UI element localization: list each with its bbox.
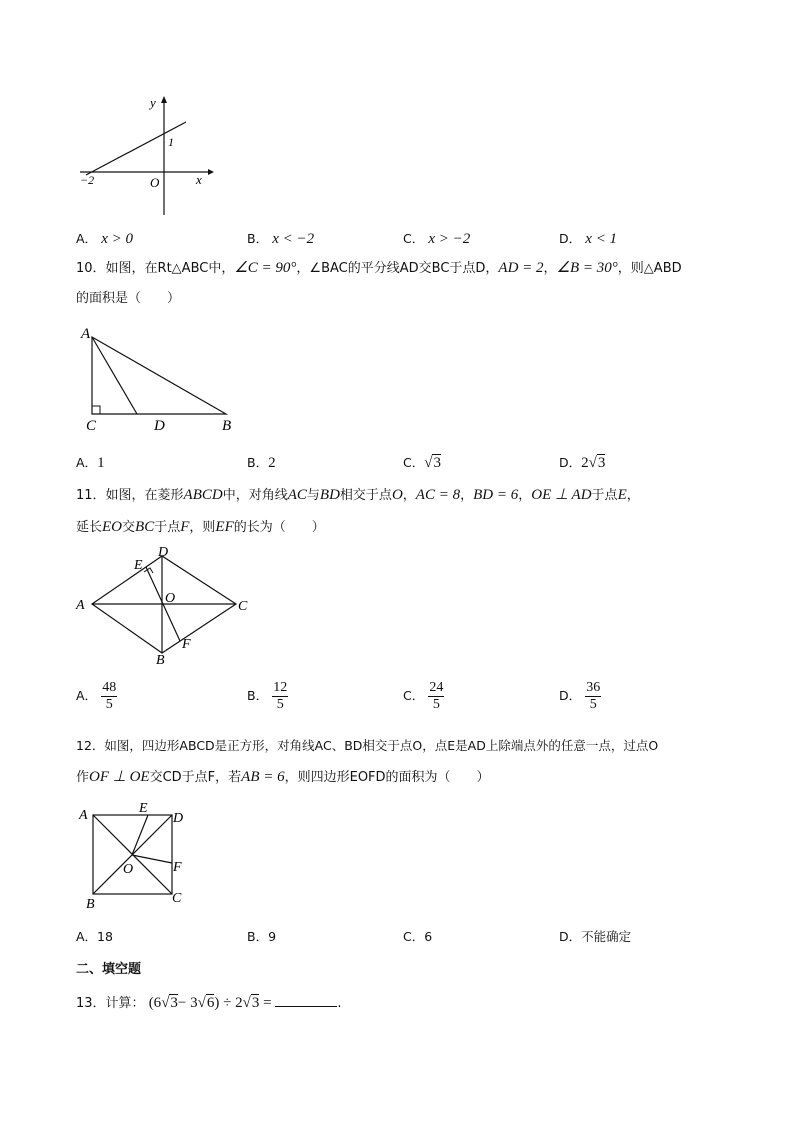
- x-axis-arrow-icon: [208, 169, 214, 175]
- q10-option-c[interactable]: C．√3: [403, 455, 441, 471]
- origin-label: O: [150, 175, 160, 190]
- q10-stem-line1: 10．如图，在Rt△ABC中，∠C = 90°，∠BAC的平分线AD交BC于点D，AD = 2，∠B = 30°，则△ABD: [76, 260, 682, 276]
- label-o: O: [123, 862, 134, 877]
- label-d: D: [173, 811, 184, 826]
- option-math: x < −2: [272, 231, 315, 247]
- option-math: x > 0: [101, 231, 133, 247]
- fraction: $\frac{12}{5}$: [273, 680, 288, 713]
- q11-stem-line1: 11．如图，在菱形ABCD中，对角线AC与BD相交于点O，AC = 8，BD = 6，OE ⊥ AD于点E，: [76, 487, 640, 503]
- label-a: A: [76, 598, 85, 613]
- q10-option-d[interactable]: D．2√3: [559, 455, 606, 471]
- fraction: $\frac{36}{5}$: [586, 680, 601, 713]
- label-b: B: [86, 897, 95, 912]
- q12-option-d[interactable]: D．不能确定: [559, 929, 632, 944]
- label-o: O: [165, 591, 176, 606]
- q9-option-a[interactable]: [76, 229, 133, 248]
- label-a: A: [81, 326, 91, 342]
- label-b: B: [222, 418, 232, 434]
- q12-stem-line1: 12．如图，四边形ABCD是正方形，对角线AC、BD相交于点O，点E是AD上除端点外的任意一点，过点O: [76, 738, 659, 753]
- option-math: x < 1: [585, 231, 618, 247]
- label-b: B: [156, 653, 165, 668]
- q11-option-b[interactable]: B． $\frac{12}{5}$: [247, 680, 288, 713]
- label-f: F: [173, 860, 182, 875]
- label-c: C: [172, 891, 182, 906]
- radicand: 3: [597, 455, 606, 471]
- q11-option-d[interactable]: D． $\frac{36}{5}$: [559, 680, 601, 713]
- section-heading: 二、填空题: [76, 962, 142, 977]
- label-c: C: [238, 599, 248, 614]
- label-d: D: [158, 545, 169, 560]
- q12-option-c[interactable]: C．6: [403, 929, 433, 944]
- option-math: x > −2: [428, 231, 471, 247]
- q10-option-b[interactable]: B．2: [247, 455, 276, 471]
- segment-of: [132, 855, 172, 863]
- fraction: $\frac{24}{5}$: [429, 680, 444, 713]
- answer-blank[interactable]: [275, 994, 337, 1007]
- label-e: E: [139, 801, 148, 816]
- label-f: F: [182, 637, 191, 652]
- y-axis-label: y: [150, 95, 156, 110]
- q9-graph-figure: [70, 92, 220, 222]
- q13-expression: (6√3− 3√6) ÷ 2√3 =: [148, 995, 276, 1011]
- y-intercept-label: 1: [168, 135, 174, 149]
- q9-option-b[interactable]: [247, 229, 314, 248]
- triangle-abc: [92, 337, 226, 414]
- x-intercept-label: −2: [80, 173, 95, 187]
- q10-option-a[interactable]: A．1: [76, 455, 105, 471]
- option-label: D．: [559, 231, 582, 246]
- q10-triangle-figure: [76, 322, 246, 437]
- q12-stem-line2: 作OF ⊥ OE交CD于点F，若AB = 6，则四边形EOFD的面积为（ ）: [76, 769, 490, 785]
- label-a: A: [79, 808, 88, 823]
- q13-stem: 13．计算： (6√3− 3√6) ÷ 2√3 = .: [76, 995, 342, 1011]
- q9-option-c[interactable]: [403, 229, 470, 248]
- option-label: B．: [247, 231, 269, 246]
- q10-stem-line2: 的面积是（ ）: [76, 291, 181, 306]
- option-label: C．: [403, 231, 425, 246]
- fraction: $\frac{48}{5}$: [102, 680, 117, 713]
- q11-rhombus-figure: [70, 542, 260, 670]
- q12-option-a[interactable]: A．18: [76, 929, 113, 944]
- right-angle-mark: [92, 406, 100, 414]
- radicand: 3: [433, 455, 441, 471]
- q11-stem-line2: 延长EO交BC于点F，则EF的长为（ ）: [76, 519, 325, 535]
- q11-option-a[interactable]: A． $\frac{48}{5}$: [76, 680, 117, 713]
- label-e: E: [134, 558, 143, 573]
- q13-label: 13．计算：: [76, 996, 145, 1011]
- label-d: D: [154, 418, 165, 434]
- y-axis-arrow-icon: [161, 96, 167, 103]
- q11-option-c[interactable]: C． $\frac{24}{5}$: [403, 680, 444, 713]
- label-c: C: [86, 418, 97, 434]
- x-axis-label: x: [196, 172, 202, 187]
- bisector-ad: [92, 337, 137, 414]
- q9-option-d[interactable]: [559, 229, 617, 248]
- q12-square-figure: [76, 798, 196, 913]
- segment-oe: [132, 815, 148, 855]
- option-label: A．: [76, 231, 98, 246]
- q12-option-b[interactable]: B．9: [247, 929, 277, 944]
